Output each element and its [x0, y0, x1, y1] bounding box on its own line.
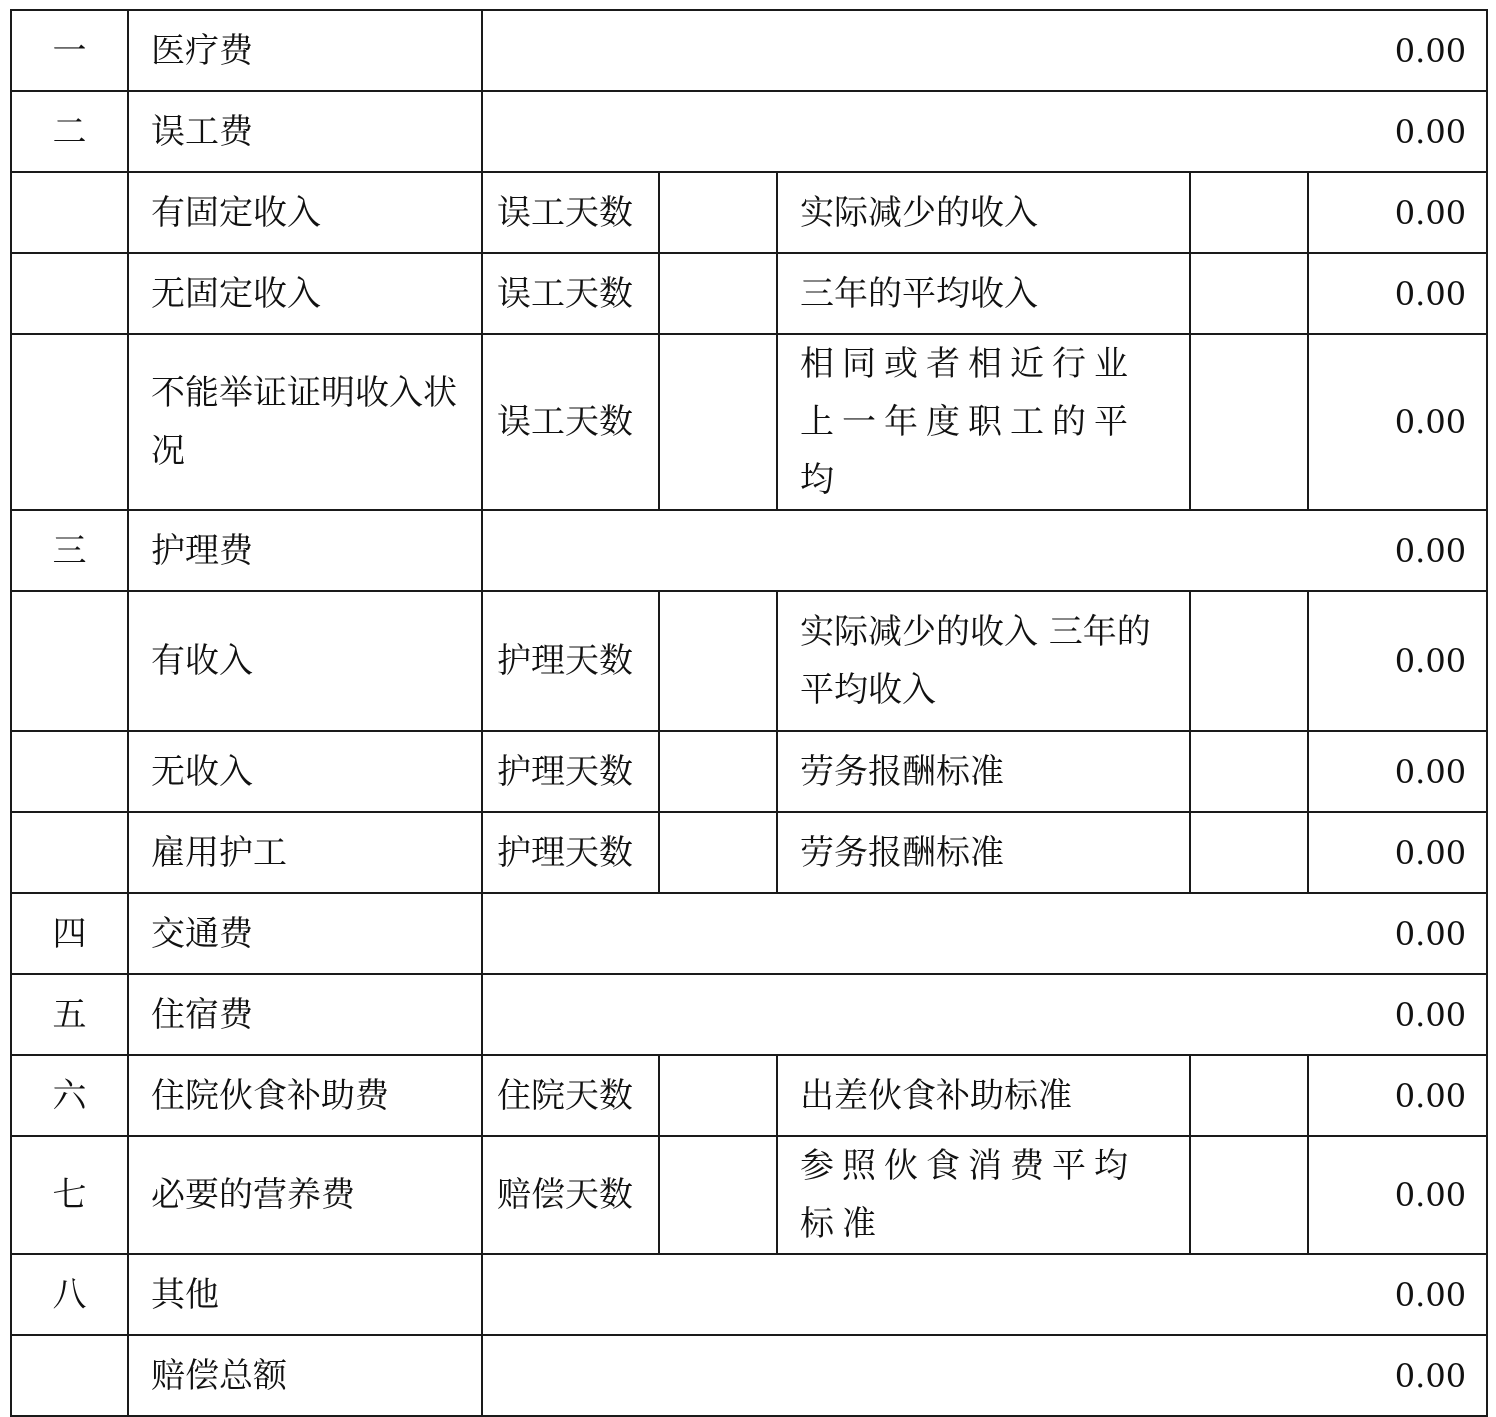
amount-cell: 0.00	[1308, 1136, 1487, 1254]
rate-value-cell[interactable]	[1190, 172, 1308, 253]
days-value-cell[interactable]	[659, 334, 777, 510]
table-row	[11, 334, 1487, 510]
table-row	[11, 172, 1487, 253]
amount-cell: 0.00	[482, 893, 1487, 974]
basis-label: 参照伙食消费平均标准	[777, 1136, 1190, 1254]
row-index	[11, 731, 128, 812]
table-row	[11, 510, 1487, 591]
row-index: 二	[11, 91, 128, 172]
table-row	[11, 893, 1487, 974]
days-label: 误工天数	[482, 334, 659, 510]
row-index: 四	[11, 893, 128, 974]
basis-label: 三年的平均收入	[777, 253, 1190, 334]
table-row	[11, 10, 1487, 91]
basis-label: 劳务报酬标准	[777, 812, 1190, 893]
item-name: 有固定收入	[128, 172, 482, 253]
row-index: 七	[11, 1136, 128, 1254]
total-amount-cell: 0.00	[482, 1335, 1487, 1416]
amount-cell: 0.00	[482, 10, 1487, 91]
row-index: 五	[11, 974, 128, 1055]
row-index	[11, 812, 128, 893]
amount-cell: 0.00	[1308, 591, 1487, 731]
item-name: 住宿费	[128, 974, 482, 1055]
item-name: 交通费	[128, 893, 482, 974]
basis-label: 劳务报酬标准	[777, 731, 1190, 812]
table-row	[11, 974, 1487, 1055]
row-index: 三	[11, 510, 128, 591]
item-name: 不能举证证明收入状况	[128, 334, 482, 510]
amount-cell: 0.00	[482, 1254, 1487, 1335]
days-value-cell[interactable]	[659, 812, 777, 893]
table-row	[11, 591, 1487, 731]
item-name: 医疗费	[128, 10, 482, 91]
days-label: 误工天数	[482, 253, 659, 334]
days-value-cell[interactable]	[659, 1136, 777, 1254]
item-name: 其他	[128, 1254, 482, 1335]
item-name: 无固定收入	[128, 253, 482, 334]
amount-cell: 0.00	[1308, 812, 1487, 893]
days-value-cell[interactable]	[659, 253, 777, 334]
rate-value-cell[interactable]	[1190, 253, 1308, 334]
item-name: 雇用护工	[128, 812, 482, 893]
days-label: 赔偿天数	[482, 1136, 659, 1254]
days-label: 住院天数	[482, 1055, 659, 1136]
rate-value-cell[interactable]	[1190, 334, 1308, 510]
amount-cell: 0.00	[482, 91, 1487, 172]
amount-cell: 0.00	[482, 510, 1487, 591]
rate-value-cell[interactable]	[1190, 591, 1308, 731]
amount-cell: 0.00	[1308, 253, 1487, 334]
total-label: 赔偿总额	[128, 1335, 482, 1416]
basis-label: 相同或者相近行业上一年度职工的平均	[777, 334, 1190, 510]
days-value-cell[interactable]	[659, 731, 777, 812]
amount-cell: 0.00	[1308, 334, 1487, 510]
table-row	[11, 1136, 1487, 1254]
rate-value-cell[interactable]	[1190, 812, 1308, 893]
row-index	[11, 1335, 128, 1416]
item-name: 护理费	[128, 510, 482, 591]
basis-label: 出差伙食补助标准	[777, 1055, 1190, 1136]
table-row	[11, 1055, 1487, 1136]
item-name: 住院伙食补助费	[128, 1055, 482, 1136]
amount-cell: 0.00	[482, 974, 1487, 1055]
basis-label: 实际减少的收入 三年的平均收入	[777, 591, 1190, 731]
basis-label: 实际减少的收入	[777, 172, 1190, 253]
amount-cell: 0.00	[1308, 1055, 1487, 1136]
total-row	[11, 1335, 1487, 1416]
rate-value-cell[interactable]	[1190, 1136, 1308, 1254]
table-row	[11, 812, 1487, 893]
row-index	[11, 172, 128, 253]
days-value-cell[interactable]	[659, 172, 777, 253]
days-label: 护理天数	[482, 591, 659, 731]
row-index	[11, 334, 128, 510]
days-value-cell[interactable]	[659, 591, 777, 731]
table-row	[11, 253, 1487, 334]
row-index	[11, 591, 128, 731]
rate-value-cell[interactable]	[1190, 1055, 1308, 1136]
rate-value-cell[interactable]	[1190, 731, 1308, 812]
row-index: 六	[11, 1055, 128, 1136]
row-index	[11, 253, 128, 334]
compensation-table	[10, 9, 1488, 1417]
item-name: 无收入	[128, 731, 482, 812]
item-name: 有收入	[128, 591, 482, 731]
table-row	[11, 1254, 1487, 1335]
row-index: 一	[11, 10, 128, 91]
amount-cell: 0.00	[1308, 172, 1487, 253]
item-name: 误工费	[128, 91, 482, 172]
table-row	[11, 91, 1487, 172]
item-name: 必要的营养费	[128, 1136, 482, 1254]
amount-cell: 0.00	[1308, 731, 1487, 812]
days-label: 护理天数	[482, 812, 659, 893]
days-value-cell[interactable]	[659, 1055, 777, 1136]
table-row	[11, 731, 1487, 812]
days-label: 误工天数	[482, 172, 659, 253]
days-label: 护理天数	[482, 731, 659, 812]
row-index: 八	[11, 1254, 128, 1335]
